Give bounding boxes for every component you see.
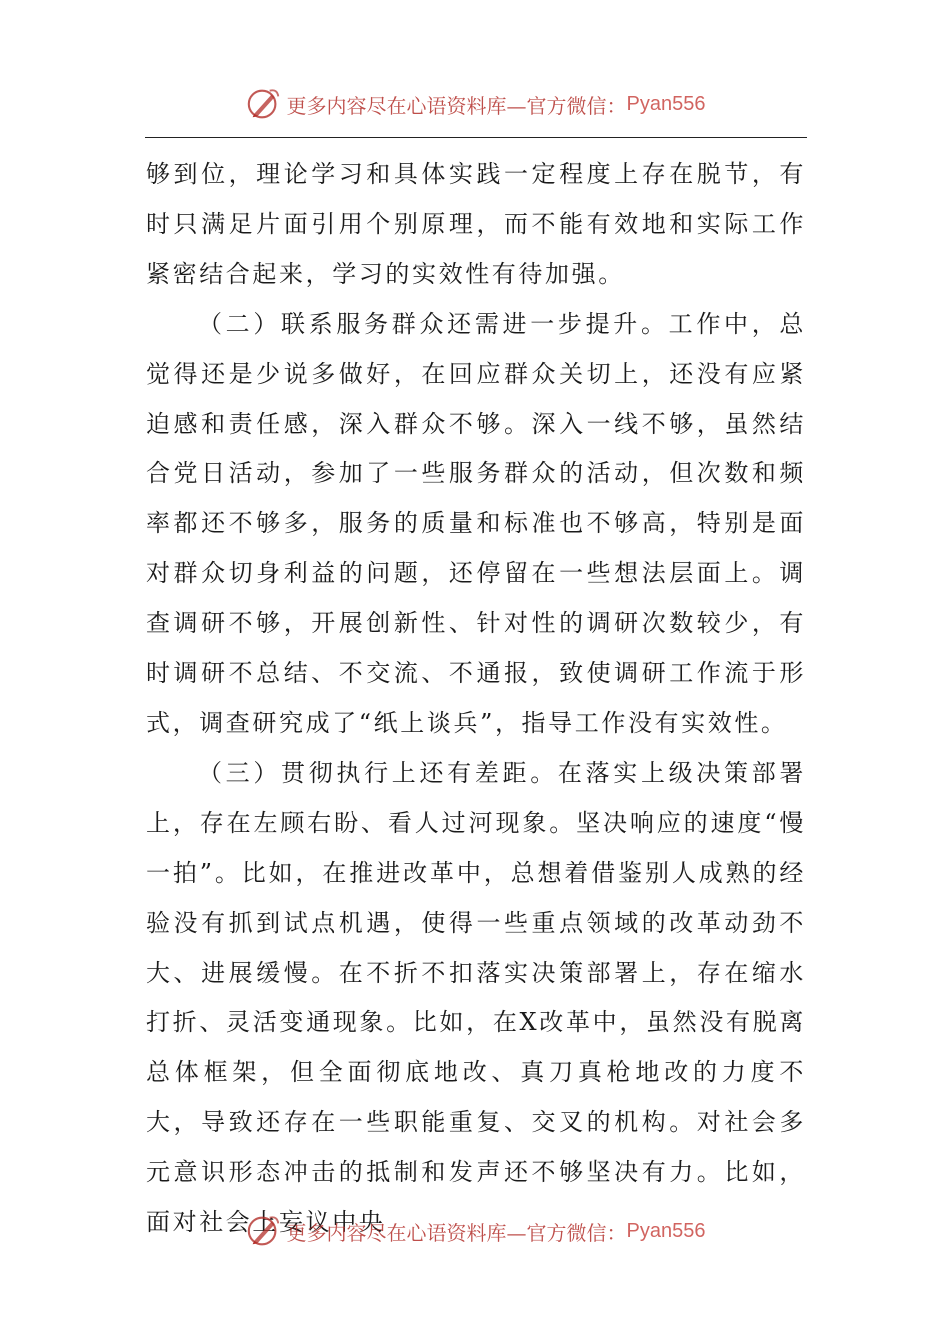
document-body bbox=[146, 150, 806, 1248]
paragraph-section-three: （三）贯彻执行上还有差距。在落实上级决策部署上，存在左顾右盼、看人过河现象。坚决响应的速度“慢一拍”。比如，在推进改革中，总想着借鉴别人成熟的经验没有抓到试点机遇，使得一些重点领域的改革动劲不大、进展缓慢。在不折不扣落实决策部署上，存在缩水打折、灵活变通现象。比如，在X改革中，虽然没有脱离总体框架，但全面彻底地改、真刀真枪地改的力度不大，导致还存在一些职能重复、交叉的机构。对社会多元意识形态冲击的抵制和发声还不够坚决有力。比如，面对社会上妄议中央 bbox=[146, 758, 806, 1237]
footer-wechat-id: Pyan556 bbox=[626, 1219, 706, 1242]
paragraph-continuation: 够到位，理论学习和具体实践一定程度上存在脱节，有时只满足片面引用个别原理，而不能有效地和实际工作紧密结合起来，学习的实效性有待加强。 bbox=[146, 160, 806, 288]
paragraph-section-two: （二）联系服务群众还需进一步提升。工作中，总觉得还是少说多做好，在回应群众关切上，还没有应紧迫感和责任感，深入群众不够。深入一线不够，虽然结合党日活动，参加了一些服务群众的活动，但次数和频率都还不够多，服务的质量和标准也不够高，特别是面对群众切身利益的问题，还停留在一些想法层面上。调查调研不够，开展创新性、针对性的调研次数较少，有时调研不总结、不交流、不通报，致使调研工作流于形式，调查研究成了“纸上谈兵”，指导工作没有实效性。 bbox=[146, 309, 806, 737]
header-banner bbox=[0, 82, 950, 126]
pen-nib-logo-icon bbox=[245, 85, 283, 123]
header-banner-text: 更多内容尽在心语资料库—官方微信： bbox=[286, 93, 627, 118]
footer-banner bbox=[0, 1209, 950, 1253]
footer-banner-text: 更多内容尽在心语资料库—官方微信： bbox=[286, 1220, 627, 1245]
header-wechat-id: Pyan556 bbox=[626, 92, 706, 115]
header-rule bbox=[145, 137, 807, 138]
pen-nib-logo-icon bbox=[245, 1212, 283, 1250]
